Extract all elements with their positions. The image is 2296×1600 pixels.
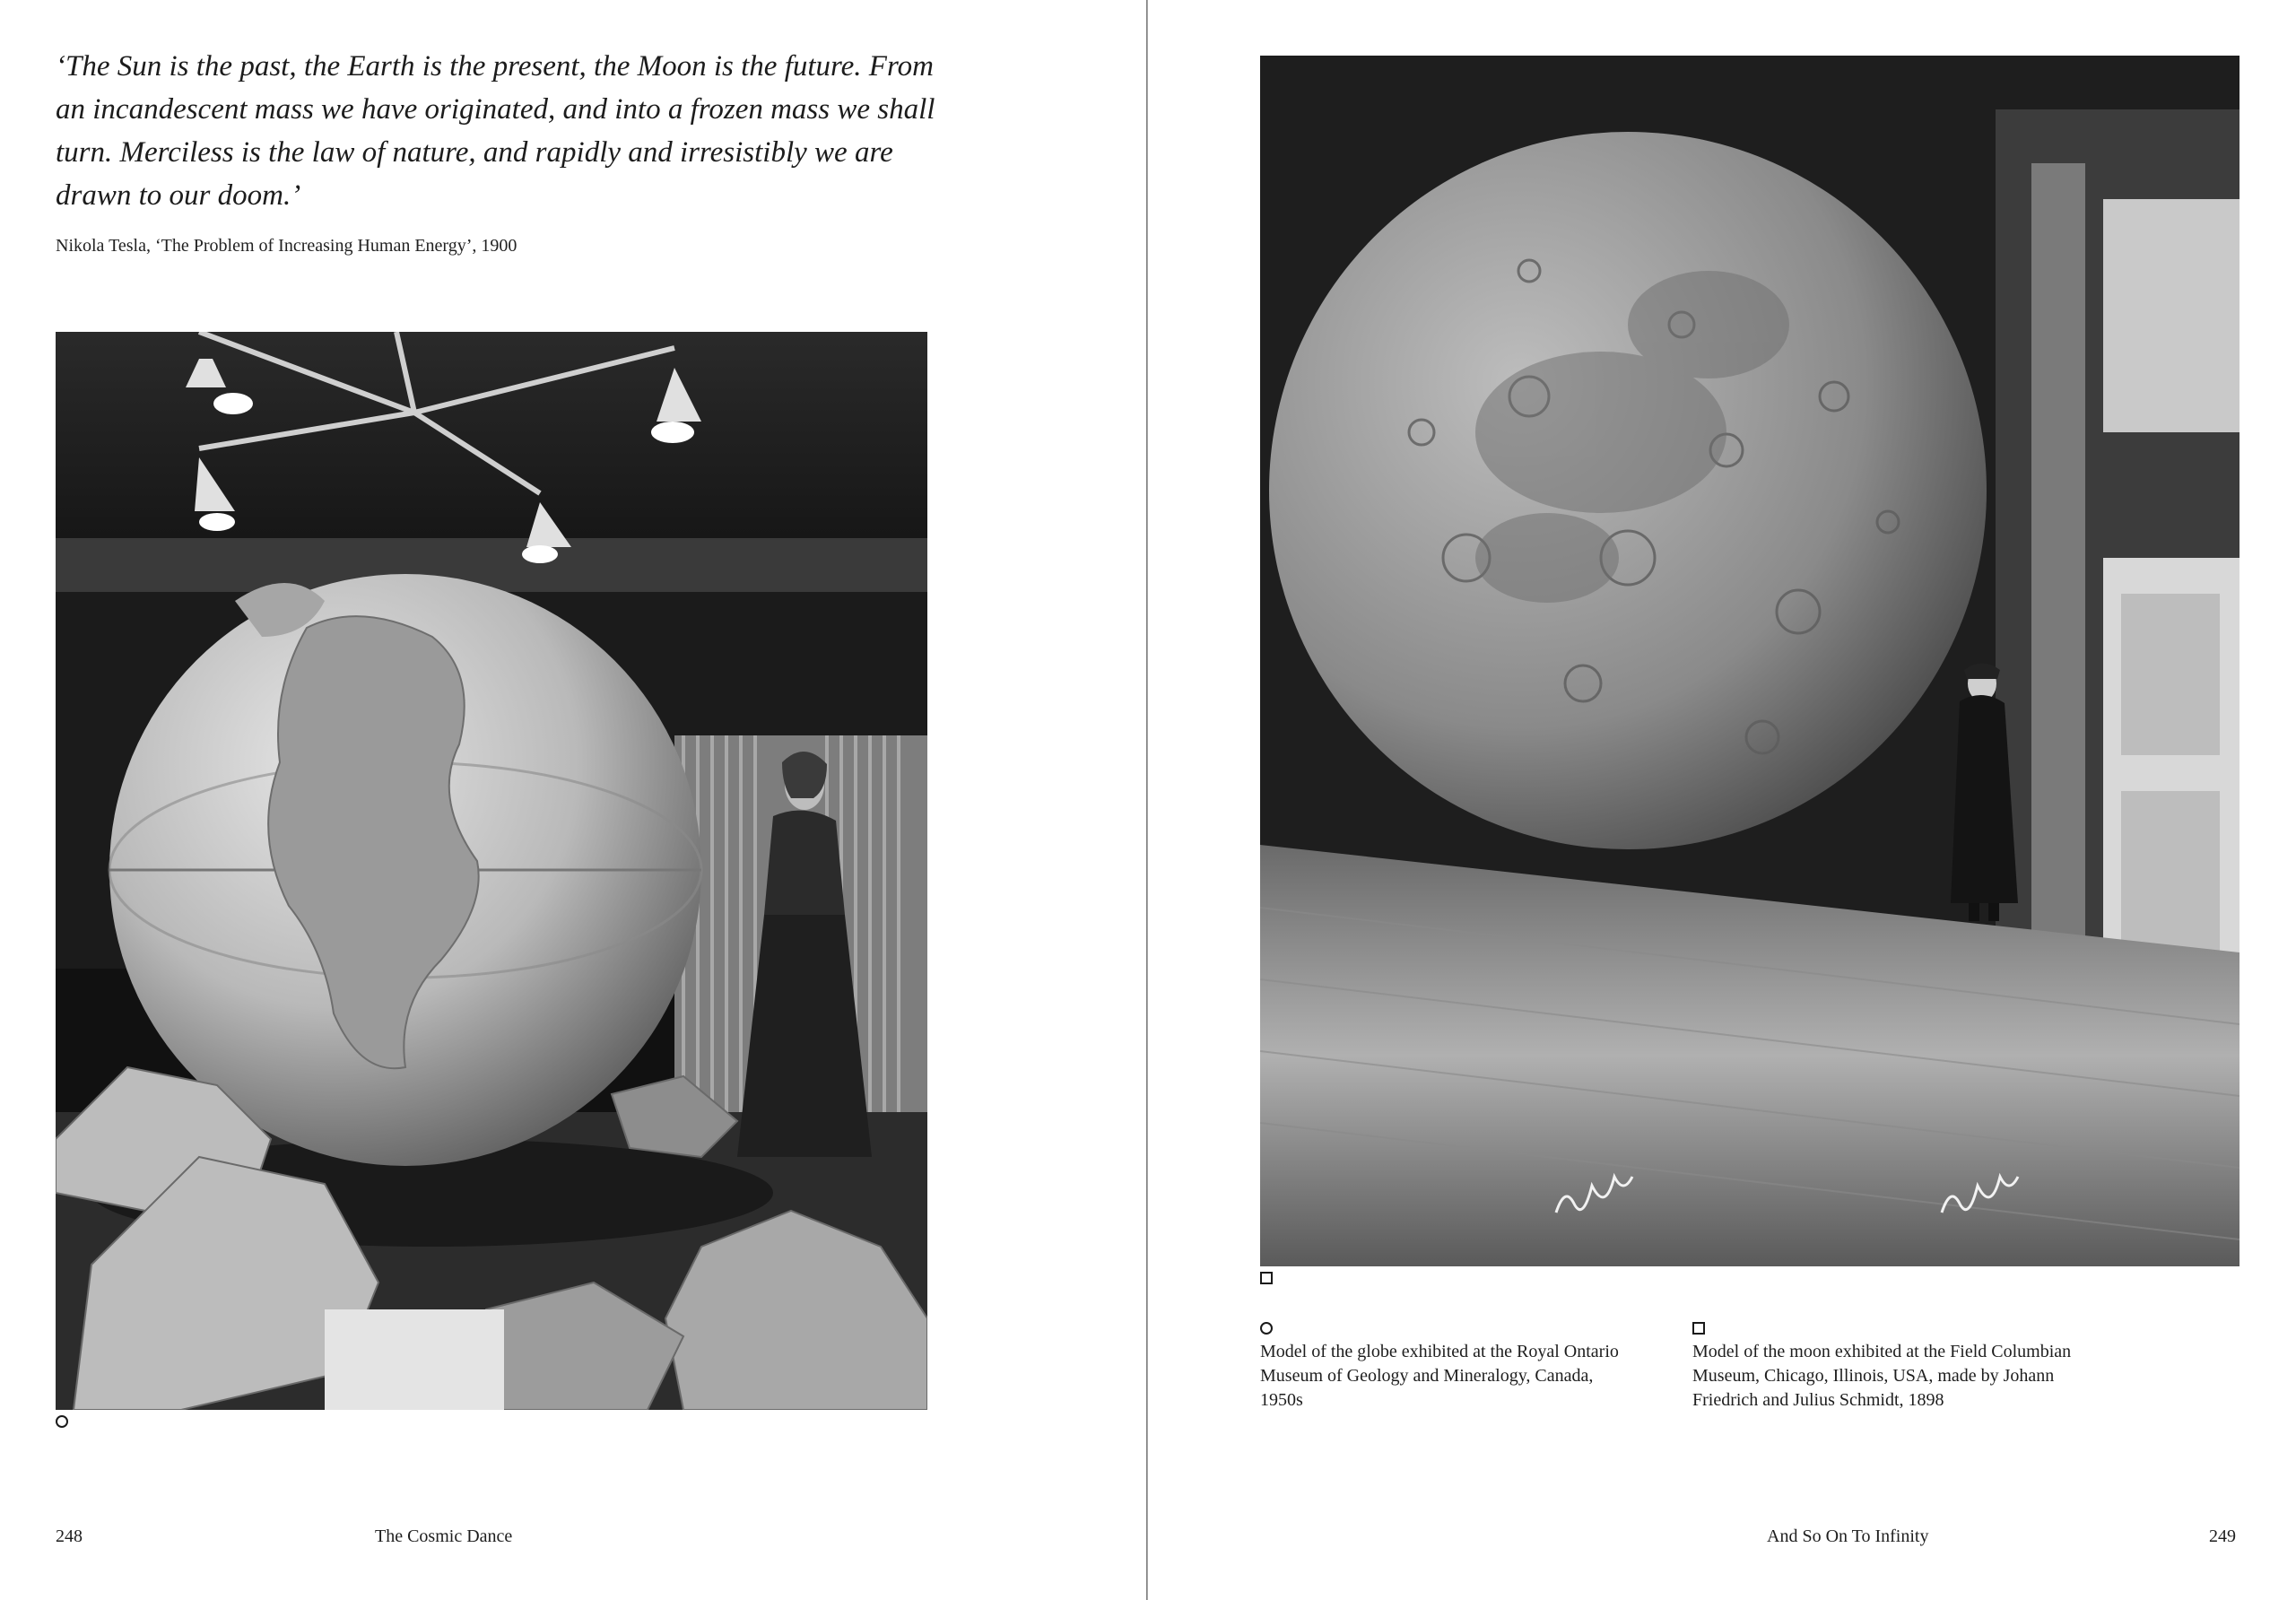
globe-caption-marker-circle: [56, 1415, 68, 1428]
moon-photograph: [1260, 56, 2239, 1266]
running-title-left: The Cosmic Dance: [375, 1526, 513, 1546]
moon-caption-marker-square-right: [1692, 1322, 1705, 1335]
globe-photograph: [56, 332, 927, 1410]
epigraph-quote: ‘The Sun is the past, the Earth is the present, the Moon is the future. From an incandescent mass we have originated, and into a frozen mass we shall turn. Merciless is the law of nature, and rapidly and irresistibly we are drawn to our doom.’: [56, 50, 935, 212]
page-number-left: 248: [56, 1526, 83, 1546]
globe-caption-marker-circle-right: [1260, 1322, 1273, 1335]
moon-caption: Model of the moon exhibited at the Field Columbian Museum, Chicago, Illinois, USA, made by Johann Friedrich and Julius Schmidt, 1898: [1692, 1342, 2072, 1410]
book-gutter: [1146, 0, 1148, 1600]
left-page: [0, 0, 1146, 1600]
globe-caption: Model of the globe exhibited at the Royal Ontario Museum of Geology and Mineralogy, Canada, 1950s: [1260, 1342, 1619, 1410]
quote-attribution: Nikola Tesla, ‘The Problem of Increasing Human Energy’, 1900: [56, 236, 517, 256]
moon-caption-marker-square: [1260, 1272, 1273, 1284]
page-number-right: 249: [2209, 1526, 2236, 1546]
running-title-right: And So On To Infinity: [1767, 1526, 1929, 1546]
